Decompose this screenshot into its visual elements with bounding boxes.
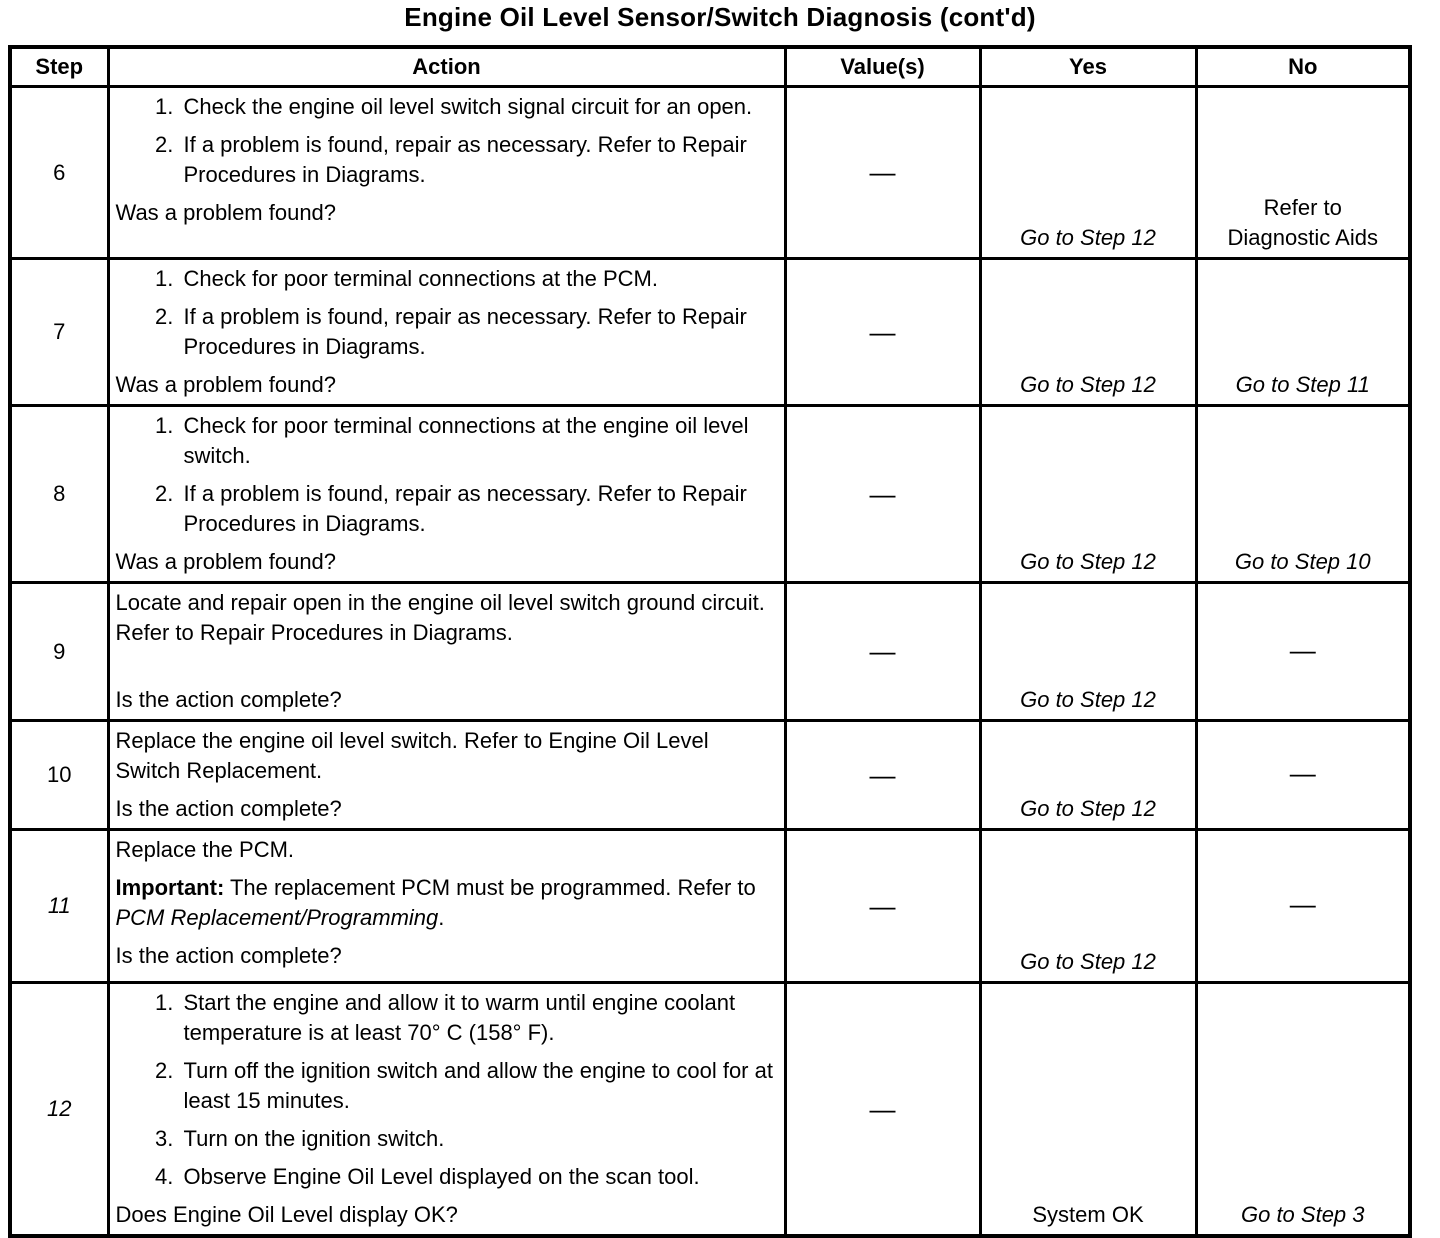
yes-cell: Go to Step 12 [980, 406, 1196, 583]
action-cell [108, 983, 785, 1237]
yes-cell: Go to Step 12 [980, 583, 1196, 721]
value-cell: — [785, 259, 980, 406]
value-cell: — [785, 721, 980, 830]
action-question: Is the action complete? [115, 687, 342, 712]
action-question: Does Engine Oil Level display OK? [115, 1202, 458, 1227]
no-cell: Go to Step 11 [1196, 259, 1410, 406]
header-action: Action [108, 47, 785, 87]
value-cell: — [785, 983, 980, 1237]
action-step: 1. Check the engine oil level switch signal circuit for an open. [180, 92, 778, 122]
table-row [10, 830, 1410, 983]
diagnosis-table [8, 45, 1412, 1238]
header-values: Value(s) [785, 47, 980, 87]
action-step: 2. If a problem is found, repair as necessary. Refer to Repair Procedures in Diagrams. [180, 302, 778, 362]
step-number: 11 [10, 830, 108, 983]
action-step: 1. Check for poor terminal connections at the engine oil level switch. [180, 411, 778, 471]
value-cell: — [785, 406, 980, 583]
step-number: 9 [10, 583, 108, 721]
no-cell: Refer to Diagnostic Aids [1196, 87, 1410, 259]
no-cell: — [1196, 830, 1410, 983]
action-question: Is the action complete? [115, 943, 342, 968]
action-steps [116, 264, 778, 362]
action-text: Locate and repair open in the engine oil level switch ground circuit. Refer to Repair Procedures in Diagrams. [115, 590, 765, 645]
step-number: 6 [10, 87, 108, 259]
table-row [10, 983, 1410, 1237]
header-yes: Yes [980, 47, 1196, 87]
action-step: 2. If a problem is found, repair as necessary. Refer to Repair Procedures in Diagrams. [180, 130, 778, 190]
important-end: . [438, 905, 445, 930]
step-number: 10 [10, 721, 108, 830]
action-steps [116, 411, 778, 539]
header-row [10, 47, 1410, 87]
page-title: Engine Oil Level Sensor/Switch Diagnosis (cont'd) [404, 2, 1036, 32]
step-number: 12 [10, 983, 108, 1237]
action-cell [108, 583, 785, 721]
table-row [10, 406, 1410, 583]
action-cell [108, 721, 785, 830]
action-text: Replace the PCM. [115, 837, 295, 862]
action-step: 1. Check for poor terminal connections at the PCM. [180, 264, 778, 294]
yes-cell: Go to Step 12 [980, 87, 1196, 259]
important-label: Important: [115, 875, 225, 900]
yes-cell: Go to Step 12 [980, 830, 1196, 983]
table-row [10, 583, 1410, 721]
no-cell: Go to Step 3 [1196, 983, 1410, 1237]
step-number: 8 [10, 406, 108, 583]
header-no: No [1196, 47, 1410, 87]
no-cell: — [1196, 583, 1410, 721]
action-step: 1. Start the engine and allow it to warm until engine coolant temperature is at least 70° C (158° F). [180, 988, 778, 1048]
value-cell: — [785, 87, 980, 259]
action-steps [116, 988, 778, 1192]
important-text: The replacement PCM must be programmed. Refer to [224, 875, 756, 900]
action-cell [108, 406, 785, 583]
yes-cell: Go to Step 12 [980, 259, 1196, 406]
table-row [10, 721, 1410, 830]
yes-cell: Go to Step 12 [980, 721, 1196, 830]
action-question: Is the action complete? [115, 796, 342, 821]
action-cell [108, 87, 785, 259]
action-question: Was a problem found? [115, 200, 337, 225]
action-step: 4. Observe Engine Oil Level displayed on the scan tool. [180, 1162, 778, 1192]
value-cell: — [785, 830, 980, 983]
no-cell: Go to Step 10 [1196, 406, 1410, 583]
action-step: 2. If a problem is found, repair as necessary. Refer to Repair Procedures in Diagrams. [180, 479, 778, 539]
action-steps [116, 92, 778, 190]
action-step: 2. Turn off the ignition switch and allow the engine to cool for at least 15 minutes. [180, 1056, 778, 1116]
action-step: 3. Turn on the ignition switch. [180, 1124, 778, 1154]
table-row [10, 259, 1410, 406]
action-cell [108, 259, 785, 406]
important-reference: PCM Replacement/Programming [115, 905, 439, 930]
important-note [116, 873, 778, 933]
yes-cell: System OK [980, 983, 1196, 1237]
table-row [10, 87, 1410, 259]
no-cell: — [1196, 721, 1410, 830]
step-number: 7 [10, 259, 108, 406]
value-cell: — [785, 583, 980, 721]
action-text: Replace the engine oil level switch. Refer to Engine Oil Level Switch Replacement. [115, 728, 709, 783]
action-question: Was a problem found? [115, 549, 337, 574]
action-question: Was a problem found? [115, 372, 337, 397]
action-cell [108, 830, 785, 983]
header-step: Step [10, 47, 108, 87]
